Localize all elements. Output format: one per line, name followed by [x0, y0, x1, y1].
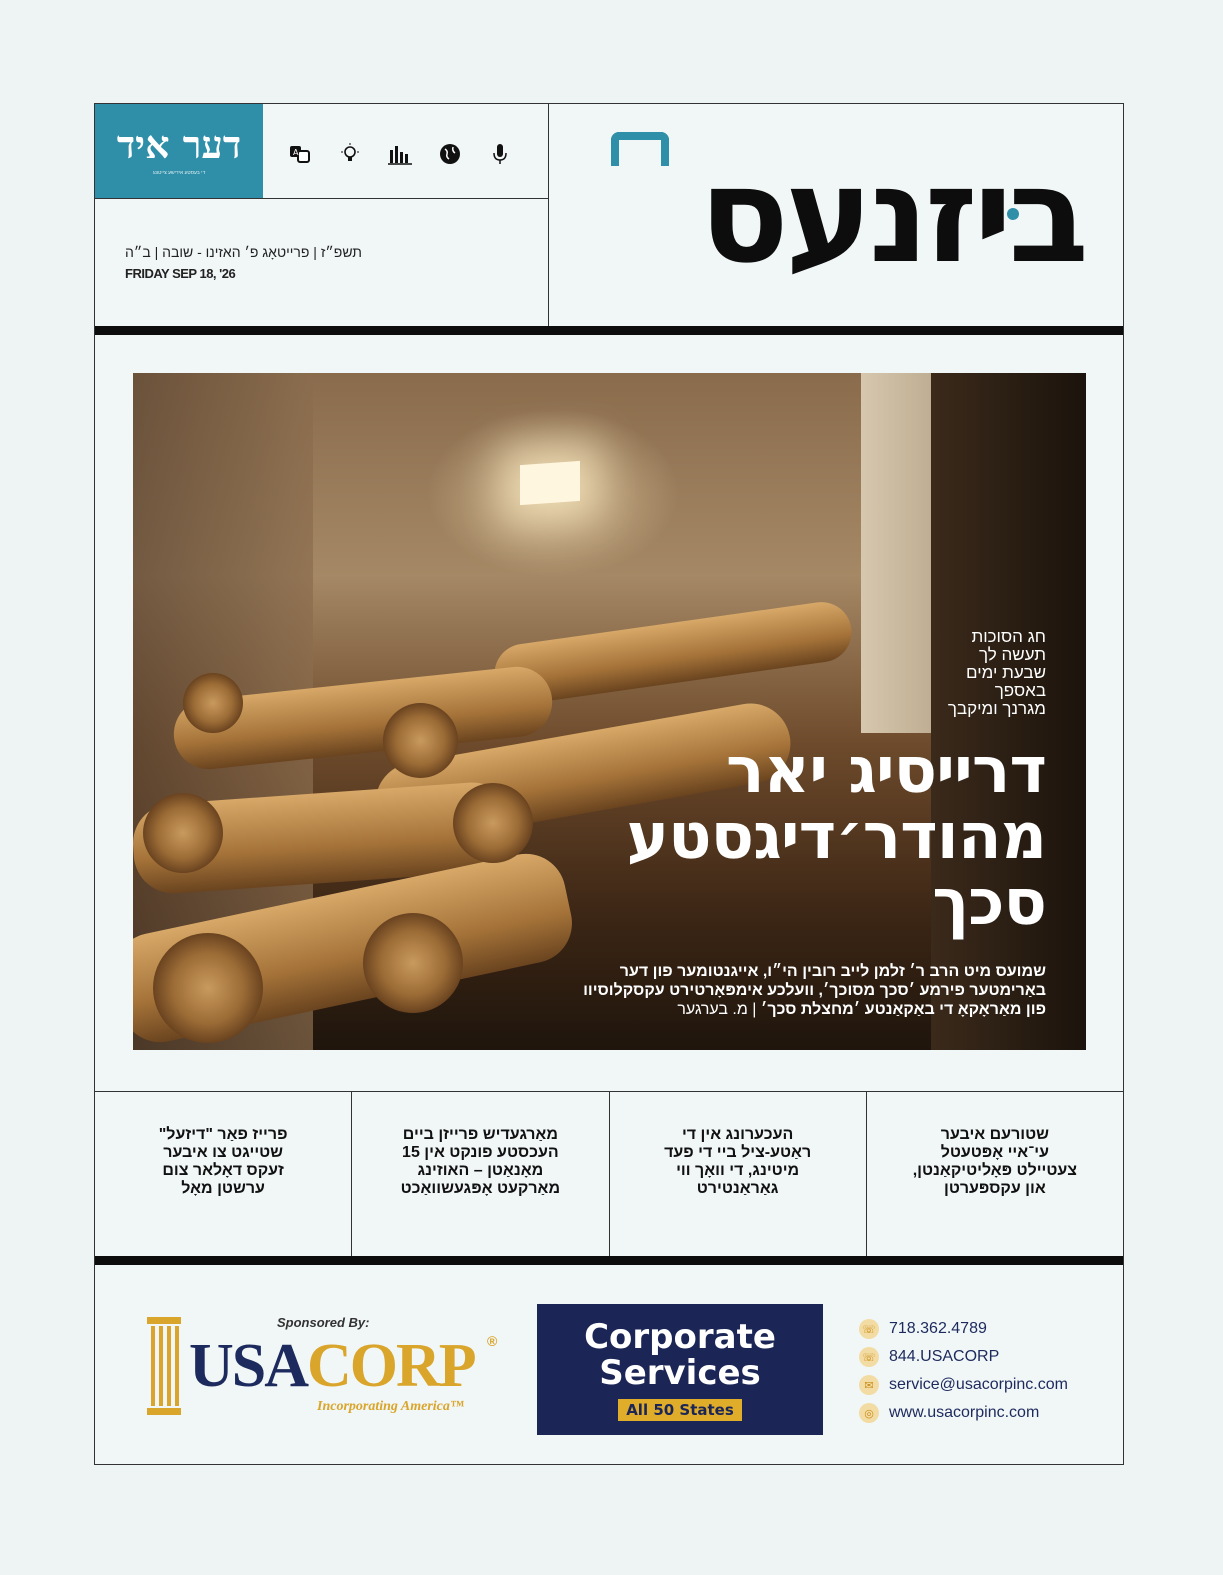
headline-line: מהודר׳דיגסטע: [626, 800, 1046, 874]
column-pillar-icon: [145, 1317, 183, 1417]
header: [95, 104, 1123, 326]
hero-photo-window: [520, 461, 580, 505]
hero-photo-roll-end: [143, 793, 223, 873]
teaser-line: פרייז פאַר "דיזעל": [158, 1126, 288, 1143]
corporate-services-ad[interactable]: [537, 1304, 823, 1435]
teaser-item[interactable]: [95, 1092, 352, 1256]
cover-story[interactable]: [133, 373, 1086, 1050]
teaser-text: [128, 1126, 318, 1198]
dek-line: שמועס מיט הרב ר׳ זלמן לייב רובין הי״ו, אייגנטומער פון דער: [619, 963, 1046, 980]
teaser-line: מאַרגעדיש פרייזן ביים: [402, 1126, 558, 1143]
teaser-item[interactable]: [867, 1092, 1123, 1256]
hero-photo-roll-end: [153, 933, 263, 1043]
headline-line: דרייסיג יאר: [725, 734, 1046, 808]
contact-phone[interactable]: [859, 1343, 1068, 1371]
kicker-line: באספך: [994, 681, 1046, 700]
contact-website[interactable]: [859, 1399, 1068, 1427]
sponsor-tagline: Incorporating America™: [317, 1399, 464, 1414]
lightbulb-icon[interactable]: [335, 139, 365, 169]
publication-logo[interactable]: [95, 104, 263, 198]
dek-line: באַרימטער פירמע ׳סכך מסוכך׳, וועלכע אימפּאָרטירט עקסקלוסיוו: [583, 982, 1046, 999]
ad-title-line: Services: [599, 1352, 761, 1393]
registered-mark: ®: [487, 1333, 498, 1349]
teaser-line: מיטינג, די וואָך ווי: [676, 1162, 800, 1179]
header-divider: [548, 104, 549, 326]
web-icon: ◎: [859, 1403, 879, 1423]
hero-photo-roll-end: [363, 913, 463, 1013]
sponsored-by-label: Sponsored By:: [277, 1315, 370, 1330]
hero-photo-roll-end: [383, 703, 458, 778]
headline-line: סכך: [932, 866, 1046, 940]
usacorp-logo: [189, 1332, 475, 1400]
teaser-line: מאַרקעט אָפּגעשוואַכט: [400, 1180, 561, 1197]
english-date: FRIDAY SEP 18, '26: [125, 266, 236, 281]
phone-icon: ☏: [859, 1319, 879, 1339]
ad-badge: All 50 States: [618, 1399, 742, 1421]
hero-photo-roll-end: [183, 673, 243, 733]
translate-icon[interactable]: [285, 139, 315, 169]
teaser-line: ערשטן מאָל: [181, 1180, 265, 1197]
teaser-line: העכערונג אין די: [681, 1126, 794, 1143]
cover-dek: [583, 962, 1046, 1019]
kicker-line: מגרנך ומיקבך: [947, 699, 1046, 718]
logo-subtitle: די בעסטע אידישע צייטונג: [152, 170, 206, 176]
teaser-line: שטייגט צו איבער: [163, 1144, 284, 1161]
contact-list: [859, 1315, 1068, 1427]
issue-date: [125, 244, 362, 281]
teaser-line: און עקספּערטן: [943, 1180, 1046, 1197]
microphone-icon[interactable]: [485, 139, 515, 169]
cover-headline: [583, 734, 1046, 940]
teaser-line: גאַראַנטירט: [696, 1180, 779, 1197]
kicker-line: שבעת ימים: [966, 663, 1046, 682]
teaser-line: העכסטע פונקט אין 15: [402, 1144, 559, 1161]
ad-title-line: Corporate: [584, 1316, 776, 1357]
phone-icon: ☏: [859, 1347, 879, 1367]
sponsor-banner[interactable]: [95, 1265, 1123, 1465]
teaser-line: שטורעם איבער: [940, 1126, 1049, 1143]
email-icon: ✉: [859, 1375, 879, 1395]
svg-text:A: A: [293, 148, 299, 157]
divider-rule: [95, 1256, 1123, 1265]
hero-photo-roll-end: [453, 783, 533, 863]
contact-text: 844.USACORP: [889, 1348, 1000, 1365]
teaser-line: מאָנאַטן – האוזינג: [417, 1162, 544, 1179]
divider-rule: [95, 326, 1123, 335]
teaser-text: [643, 1126, 833, 1198]
briefcase-handle-icon: [611, 132, 669, 166]
logo-text: דער איד: [116, 122, 242, 167]
teaser-line: זעקס דאָלאר צום: [162, 1162, 284, 1179]
teaser-line: ראַטע-ציל ביי די פעד: [664, 1144, 812, 1161]
kicker-line: תעשה לך: [979, 645, 1046, 664]
masthead: [591, 132, 1091, 312]
brand-corp: CORP: [307, 1332, 475, 1400]
magazine-page: [94, 103, 1124, 1465]
kicker-line: חג הסוכות: [971, 627, 1046, 646]
contact-phone[interactable]: [859, 1315, 1068, 1343]
contact-text: service@usacorpinc.com: [889, 1376, 1068, 1393]
dek-line: פון מאַראָקאָ די באַקאַנטע ׳מחצלת סכך׳: [760, 1001, 1046, 1018]
contact-text: 718.362.4789: [889, 1320, 987, 1337]
teaser-text: [900, 1126, 1090, 1198]
teaser-item[interactable]: [610, 1092, 867, 1256]
hebrew-date: תשפ״ז | פרייטאָג פ׳ האזינו - שובה | ב״ה: [125, 244, 362, 260]
teaser-text: [385, 1126, 575, 1198]
teaser-line: צעטיילט פּאָליטיקאַנטן,: [912, 1162, 1078, 1179]
cover-story-text: [583, 628, 1046, 1019]
byline: | מ. בערגער: [677, 1001, 757, 1018]
teaser-line: עי־איי אָפּטעטל: [940, 1144, 1049, 1161]
section-icons: [285, 134, 515, 174]
cover-kicker: [583, 628, 1046, 718]
brand-usa: USA: [189, 1332, 308, 1400]
contact-text: www.usacorpinc.com: [889, 1404, 1040, 1421]
header-divider: [95, 198, 548, 199]
bar-chart-icon[interactable]: [385, 139, 415, 169]
masthead-title: ביזנעס: [699, 139, 1085, 293]
contact-email[interactable]: [859, 1371, 1068, 1399]
teaser-row: [95, 1092, 1123, 1256]
teaser-item[interactable]: [352, 1092, 609, 1256]
globe-icon[interactable]: [435, 139, 465, 169]
